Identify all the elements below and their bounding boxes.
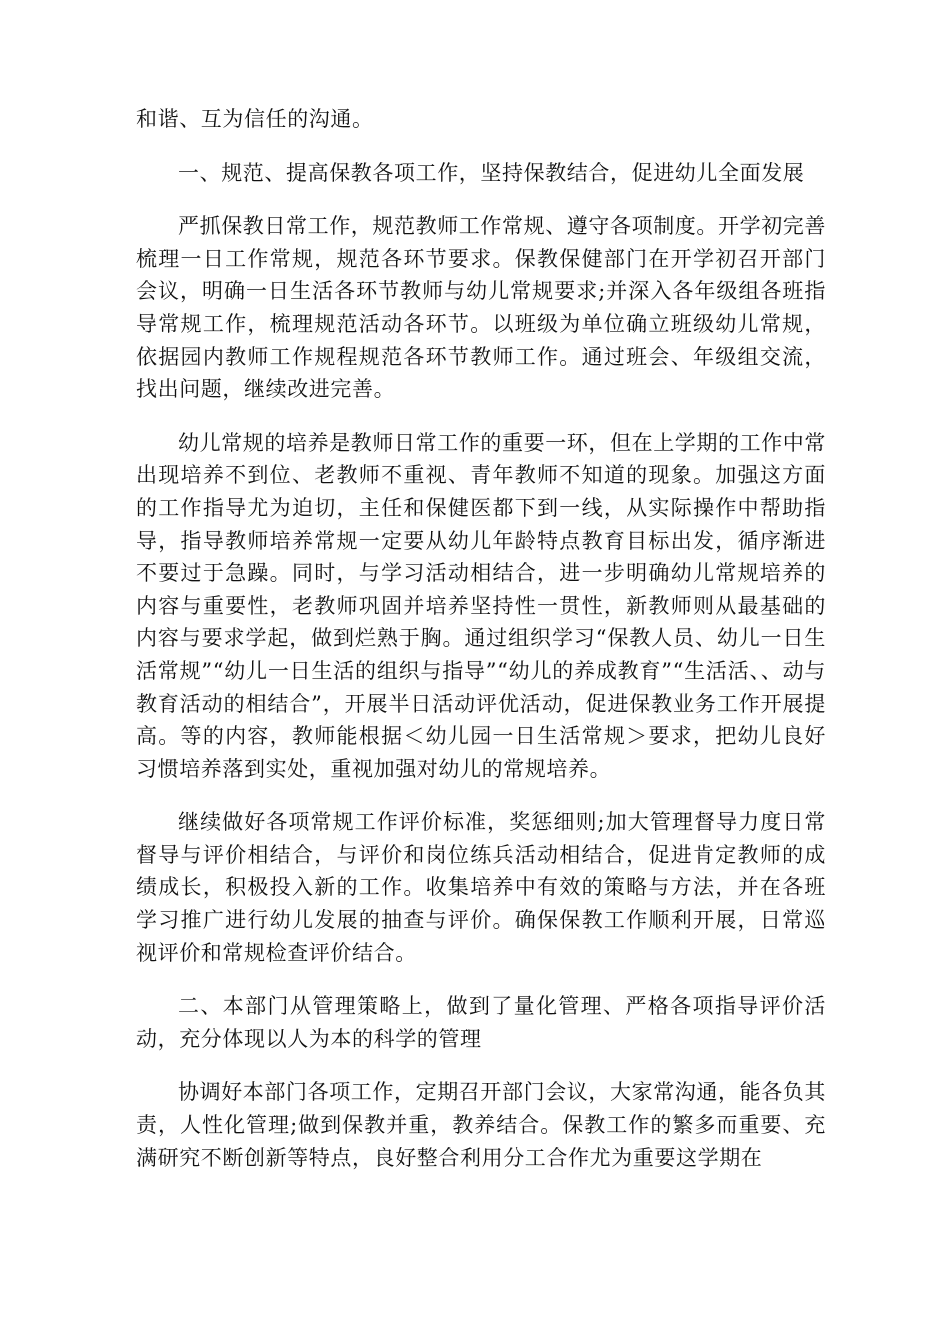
- paragraph-coordination: 协调好本部门各项工作，定期召开部门会议，大家常沟通，能各负其责，人性化管理;做到保教并重，教养结合。保教工作的繁多而重要、充满研究不断创新等特点，良好整合利用分工合作尤为重要这学期在: [136, 1080, 826, 1170]
- document-page: [136, 103, 826, 1174]
- paragraph-evaluation: 继续做好各项常规工作评价标准，奖惩细则;加大管理督导力度日常督导与评价相结合，与评价和岗位练兵活动相结合，促进肯定教师的成绩成长，积极投入新的工作。收集培养中有效的策略与方法，并在各班学习推广进行幼儿发展的抽查与评价。确保保教工作顺利开展，日常巡视评价和常规检查评价结合。: [136, 810, 826, 965]
- section-heading-1: 一、规范、提高保教各项工作，坚持保教结合，促进幼儿全面发展: [178, 160, 805, 185]
- section-heading-2: 二、本部门从管理策略上，做到了量化管理、严格各项指导评价活动，充分体现以人为本的科学的管理: [136, 994, 826, 1051]
- paragraph-daily-work: 严抓保教日常工作，规范教师工作常规、遵守各项制度。开学初完善梳理一日工作常规，规范各环节要求。保教保健部门在开学初召开部门会议，明确一日生活各环节教师与幼儿常规要求;并深入各年级组各班指导常规工作，梳理规范活动各环节。以班级为单位确立班级幼儿常规，依据园内教师工作规程规范各环节教师工作。通过班会、年级组交流，找出问题，继续改进完善。: [136, 214, 826, 402]
- paragraph-routine-training: 幼儿常规的培养是教师日常工作的重要一环，但在上学期的工作中常出现培养不到位、老教师不重视、青年教师不知道的现象。加强这方面的工作指导尤为迫切，主任和保健医都下到一线，从实际操作中帮助指导，指导教师培养常规一定要从幼儿年龄特点教育目标出发，循序渐进不要过于急躁。同时，与学习活动相结合，进一步明确幼儿常规培养的内容与重要性，老教师巩固并培养坚持性一贯性，新教师则从最基础的内容与要求学起，做到烂熟于胸。通过组织学习“保教人员、幼儿一日生活常规”“幼儿一日生活的组织与指导”“幼儿的养成教育”“生活活、、动与教育活动的相结合”，开展半日活动评优活动，促进保教业务工作开展提高。等的内容，教师能根据＜幼儿园一日生活常规＞要求，把幼儿良好习惯培养落到实处，重视加强对幼儿的常规培养。: [136, 430, 826, 781]
- paragraph-continuation: 和谐、互为信任的沟通。: [136, 107, 374, 131]
